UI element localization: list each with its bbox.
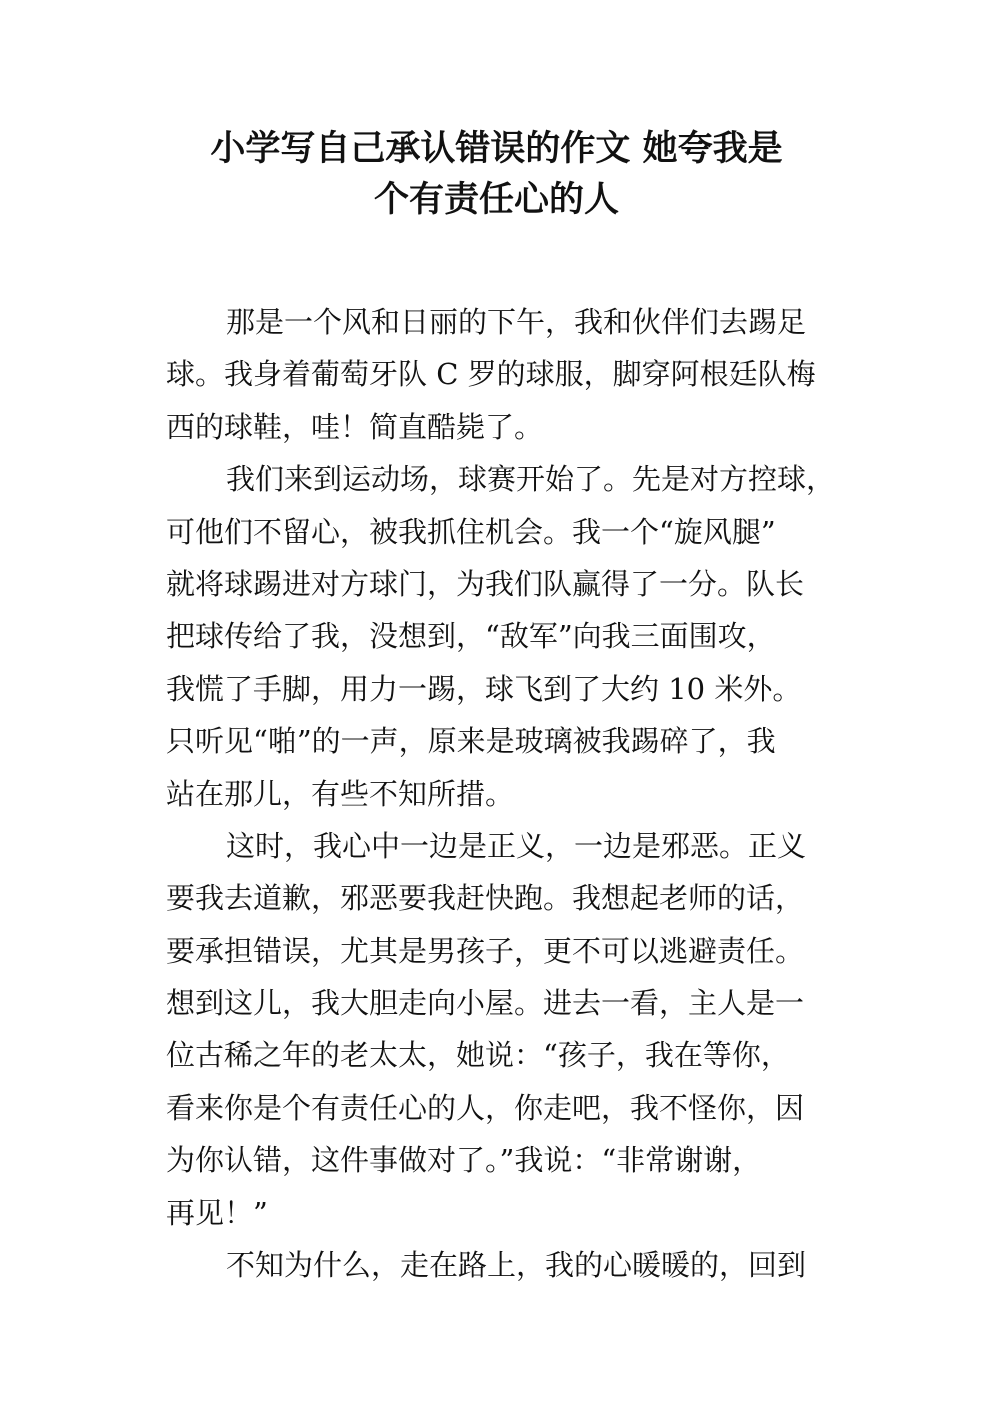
body-text-line: 我慌了手脚，用力一踢，球飞到了大约 10 米外。 (166, 671, 802, 706)
body-text-line: 西的球鞋，哇！简直酷毙了。 (166, 409, 544, 444)
body-text-line: 看来你是个有责任心的人，你走吧，我不怪你，因 (166, 1090, 805, 1125)
body-text-line: 为你认错，这件事做对了。”我说：“非常谢谢， (166, 1143, 762, 1178)
body-text-line: 要我去道歉，邪恶要我赶快跑。我想起老师的话， (166, 881, 805, 916)
body-text-line: 想到这儿，我大胆走向小屋。进去一看，主人是一 (166, 986, 805, 1021)
body-text-line: 要承担错误，尤其是男孩子，更不可以逃避责任。 (166, 933, 805, 968)
body-text-line: 只听见“啪”的一声，原来是玻璃被我踢碎了，我 (166, 724, 776, 759)
body-text-line: 把球传给了我，没想到，“敌军”向我三面围攻， (166, 619, 776, 654)
body-text-line: 站在那儿，有些不知所措。 (166, 776, 515, 811)
body-text-line: 球。我身着葡萄牙队 C 罗的球服，脚穿阿根廷队梅 (166, 357, 816, 392)
body-text-line: 这时，我心中一边是正义，一边是邪恶。正义 (226, 828, 807, 863)
body-text-line: 再见！” (166, 1195, 268, 1230)
body-text-line: 就将球踢进对方球门，为我们队赢得了一分。队长 (166, 566, 805, 601)
body-text-line: 位古稀之年的老太太，她说：“孩子，我在等你， (166, 1038, 790, 1073)
body-text-line: 我们来到运动场，球赛开始了。先是对方控球， (226, 462, 836, 497)
document-body (166, 296, 836, 1291)
document-title-line-2: 个有责任心的人 (373, 180, 619, 220)
body-text-line: 可他们不留心，被我抓住机会。我一个“旋风腿” (166, 514, 776, 549)
body-text-line: 那是一个风和日丽的下午，我和伙伴们去踢足 (226, 305, 807, 339)
document-title-line-1: 小学写自己承认错误的作文 她夸我是 (210, 129, 783, 169)
body-text-line: 不知为什么，走在路上，我的心暖暖的，回到 (226, 1248, 807, 1283)
